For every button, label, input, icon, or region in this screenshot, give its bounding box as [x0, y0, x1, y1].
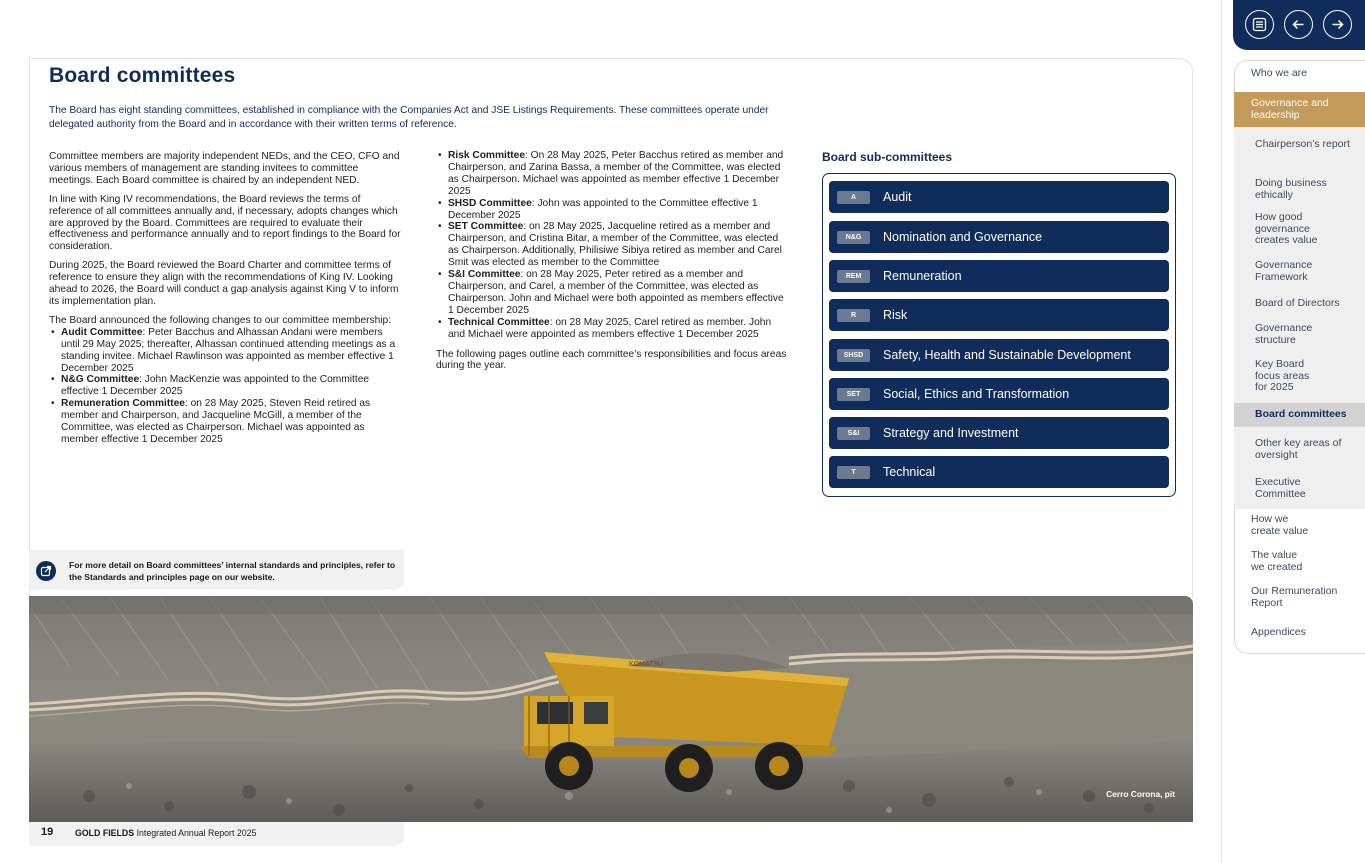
subcommittee-technical[interactable] — [829, 456, 1169, 488]
list-item — [436, 317, 790, 341]
paragraph: In line with King IV recommendations, the Board reviews the terms of reference of all committees annually and, if necessary, adopts changes which are approved by the Board. Committees are required to evaluate their effectiveness and performance annually and to report findings to the Board for consideration. — [49, 193, 401, 253]
subcommittee-label: Strategy and Investment — [883, 426, 1019, 440]
committee-changes-list — [436, 150, 790, 341]
list-item-title: Risk Committee — [448, 150, 525, 161]
list-item-text: : John MacKenzie was appointed to the Committee effective 1 December 2025 — [61, 374, 370, 398]
nav-item-chairperson-report[interactable]: Chairperson’s report — [1255, 138, 1350, 150]
list-item — [436, 150, 790, 198]
list-item-title: SHSD Committee — [448, 197, 532, 209]
list-item — [49, 398, 401, 446]
subcommittee-strategy-investment[interactable] — [829, 417, 1169, 449]
contents-icon[interactable] — [1245, 10, 1274, 39]
list-item-text: : On 28 May 2025, Peter Bacchus retired as member and Chairperson, and Zarina Bassa, a member of the Committee, was elected as Chairperson. Michael was appointed as member effective 1 December 2025 — [448, 150, 784, 197]
subcommittee-shsd[interactable] — [829, 339, 1169, 371]
subcommittee-badge: S&I — [837, 427, 870, 440]
external-link-icon[interactable] — [36, 561, 56, 581]
list-item — [49, 327, 401, 375]
list-item — [49, 374, 401, 398]
nav-item-good-governance[interactable]: How good governance creates value — [1255, 211, 1318, 246]
subcommittee-label: Remuneration — [883, 269, 962, 283]
page-number: 19 — [41, 826, 54, 838]
info-box-text[interactable]: For more detail on Board committees’ internal standards and principles, refer to the Standards and principles page on our website. — [69, 560, 396, 582]
intro-paragraph: The Board has eight standing committees, established in compliance with the Companies Act and JSE Listings Requirements. These committees operate under delegated authority from the Board and in accordance with their written terms of reference. — [49, 105, 769, 130]
subcommittee-label: Nomination and Governance — [883, 230, 1043, 244]
subcommittee-label: Audit — [883, 190, 912, 204]
footer-report: Integrated Annual Report 2025 — [136, 828, 257, 838]
subcommittee-badge: N&G — [837, 231, 870, 244]
sidebar-divider — [1221, 0, 1222, 863]
nav-item-governance-structure[interactable]: Governance structure — [1255, 322, 1313, 346]
subcommittee-risk[interactable] — [829, 299, 1169, 331]
text-column-1 — [49, 151, 401, 453]
nav-item-how-we-create-value[interactable]: How we create value — [1251, 513, 1309, 537]
subcommittee-badge: T — [837, 466, 870, 479]
nav-item-value-we-created[interactable]: The value we created — [1251, 549, 1303, 573]
nav-item-doing-business-ethically[interactable]: Doing business ethically — [1255, 177, 1327, 201]
paragraph: Committee members are majority independent NEDs, and the CEO, CFO and various members of management are standing invitees to committee meetings. Each Board committee is chaired by an independent NED. — [49, 151, 400, 186]
list-item-text: : on 28 May 2025, Carel retired as member. John and Michael were appointed as members effective 1 December 2025 — [448, 316, 772, 340]
list-item-title: Audit Committee — [61, 326, 143, 338]
nav-item-who-we-are[interactable]: Who we are — [1251, 67, 1308, 79]
nav-item-other-key-areas[interactable]: Other key areas of oversight — [1255, 437, 1342, 461]
subcommittee-nomination-governance[interactable] — [829, 221, 1169, 253]
nav-item-executive-committee[interactable]: Executive Committee — [1255, 476, 1306, 500]
subcommittee-remuneration[interactable] — [829, 260, 1169, 292]
list-item-title: Remuneration Committee — [61, 398, 185, 410]
subcommittee-audit[interactable] — [829, 181, 1169, 213]
footer-title — [75, 828, 256, 838]
paragraph: The Board announced the following changes to our committee membership: — [49, 314, 392, 326]
committee-changes-list — [49, 327, 401, 446]
footer-brand: GOLD FIELDS — [75, 828, 135, 838]
list-item-text: : on 28 May 2025, Steven Reid retired as member and Chairperson, and Jacqueline McGill, a member of the Committee, was elected as Chairperson. Michael was appointed as member effective 1 December 2025 — [61, 398, 371, 445]
truck-brand: KOMATSU — [629, 661, 664, 668]
subcommittee-badge: R — [837, 309, 870, 322]
paragraph: During 2025, the Board reviewed the Board Charter and committee terms of reference to ensure they align with the recommendations of King IV. Looking ahead to 2026, the Board will conduct a gap analysis against King V to inform its implementation plan. — [49, 260, 399, 307]
subcommittee-badge: SET — [837, 388, 870, 401]
list-item — [436, 221, 790, 269]
nav-header — [1233, 0, 1365, 50]
nav-item-remuneration-report[interactable]: Our Remuneration Report — [1251, 585, 1338, 609]
list-item-title: S&I Committee — [448, 269, 521, 281]
subcommittee-badge: REM — [837, 270, 870, 283]
list-item — [436, 269, 790, 317]
list-item-text: : on 28 May 2025, Peter retired as a member and Chairperson, and Carel, a member of the Committee, was elected as Chairperson. John and Michael were both appointed as members effective 1 December 2025 — [448, 269, 784, 316]
subcommittee-label: Safety, Health and Sustainable Development — [883, 348, 1131, 362]
nav-item-board-of-directors[interactable]: Board of Directors — [1255, 297, 1340, 309]
subcommittees-title: Board sub-committees — [822, 150, 953, 164]
nav-item-key-board-focus[interactable]: Key Board focus areas for 2025 — [1255, 358, 1310, 393]
photo-caption: Cerro Corona, pit — [1106, 789, 1175, 799]
list-item-text: : on 28 May 2025, Jacqueline retired as a member and Chairperson, and Cristina Bitar, a member of the Committee, was elected as Chairperson. Additionally, Philisiwe Sibiya retired as member and Carel Smit was elected as member to the Committee — [448, 221, 782, 269]
arrow-left-icon[interactable] — [1284, 10, 1313, 39]
text-column-2 — [436, 150, 790, 379]
subcommittee-label: Risk — [883, 308, 908, 322]
list-item-title: N&G Committee — [61, 374, 140, 386]
subcommittee-label: Technical — [883, 465, 936, 479]
nav-item-governance-leadership[interactable]: Governance and leadership — [1234, 92, 1365, 127]
page-title: Board committees — [49, 64, 236, 87]
subcommittee-label: Social, Ethics and Transformation — [883, 387, 1070, 401]
list-item-text: : Peter Bacchus and Alhassan Andani were members until 29 May 2025; thereafter, Alhassan continued attending meetings as a standing invitee. Michael Rawlinson was appointed as member effective 1 December 2025 — [61, 326, 396, 374]
subcommittee-set[interactable] — [829, 378, 1169, 410]
nav-item-board-committees[interactable]: Board committees — [1234, 403, 1365, 427]
list-item-text: : John was appointed to the Committee effective 1 December 2025 — [448, 197, 758, 221]
paragraph: The following pages outline each committee’s responsibilities and focus areas during the year. — [436, 348, 787, 372]
mine-photo — [29, 596, 1193, 822]
list-item-title: Technical Committee — [448, 316, 550, 328]
subcommittee-badge: SHSD — [837, 349, 870, 362]
nav-item-appendices[interactable]: Appendices — [1251, 626, 1306, 638]
nav-item-governance-framework[interactable]: Governance Framework — [1255, 259, 1313, 283]
list-item — [436, 198, 790, 222]
list-item-title: SET Committee — [448, 221, 524, 233]
arrow-right-icon[interactable] — [1323, 10, 1352, 39]
subcommittee-badge: A — [837, 191, 870, 204]
